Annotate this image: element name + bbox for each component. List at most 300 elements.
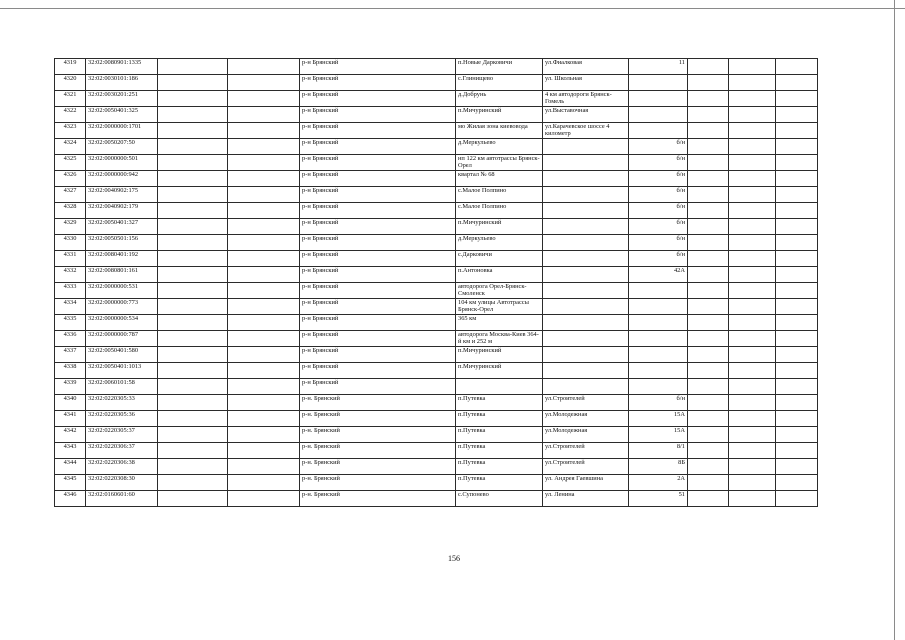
cadastral-number-cell: 32:02:0050401:325 [86, 107, 158, 123]
district-cell: р-н Брянский [300, 283, 456, 299]
street-cell [543, 267, 629, 283]
empty-cell [729, 219, 776, 235]
house-number-cell: 51 [629, 491, 688, 507]
cadastral-number-cell: 32:02:0050207:50 [86, 139, 158, 155]
empty-cell [729, 315, 776, 331]
row-number-cell: 4336 [55, 331, 86, 347]
empty-cell [729, 411, 776, 427]
empty-cell [776, 299, 818, 315]
empty-cell [776, 75, 818, 91]
cadastral-number-cell: 32:02:0000000:531 [86, 283, 158, 299]
empty-cell [776, 459, 818, 475]
table-row [55, 379, 818, 395]
street-cell: ул.Фиалковая [543, 59, 629, 75]
empty-cell [228, 283, 300, 299]
street-cell: ул.Молодежная [543, 411, 629, 427]
table-row [55, 203, 818, 219]
locality-cell: автодорога Москва-Киев 364-й км и 252 м [456, 331, 543, 347]
district-cell: р-н. Брянский [300, 443, 456, 459]
empty-cell [729, 251, 776, 267]
empty-cell [158, 379, 228, 395]
table-row [55, 219, 818, 235]
empty-cell [729, 427, 776, 443]
empty-cell [228, 203, 300, 219]
empty-cell [729, 267, 776, 283]
empty-cell [729, 203, 776, 219]
row-number-cell: 4341 [55, 411, 86, 427]
street-cell: ул.Строителей [543, 443, 629, 459]
table-row [55, 155, 818, 171]
locality-cell: нп 122 км автотрассы Брянск-Орел [456, 155, 543, 171]
street-cell [543, 299, 629, 315]
empty-cell [228, 347, 300, 363]
district-cell: р-н Брянский [300, 107, 456, 123]
row-number-cell: 4340 [55, 395, 86, 411]
empty-cell [729, 155, 776, 171]
house-number-cell: б/н [629, 139, 688, 155]
row-number-cell: 4332 [55, 267, 86, 283]
locality-cell: д.Меркульево [456, 139, 543, 155]
cadastral-number-cell: 32:02:0000000:787 [86, 331, 158, 347]
locality-cell: д.Добрунь [456, 91, 543, 107]
empty-cell [729, 459, 776, 475]
house-number-cell [629, 283, 688, 299]
empty-cell [158, 331, 228, 347]
locality-cell: п.Путевка [456, 475, 543, 491]
row-number-cell: 4330 [55, 235, 86, 251]
empty-cell [688, 491, 729, 507]
district-cell: р-н Брянский [300, 155, 456, 171]
empty-cell [228, 139, 300, 155]
house-number-cell: 8Б [629, 459, 688, 475]
empty-cell [776, 251, 818, 267]
cadastral-number-cell: 32:02:0220305:33 [86, 395, 158, 411]
empty-cell [776, 203, 818, 219]
street-cell [543, 219, 629, 235]
cadastral-number-cell: 32:02:0050401:1013 [86, 363, 158, 379]
table-row [55, 315, 818, 331]
house-number-cell [629, 107, 688, 123]
table-row [55, 251, 818, 267]
empty-cell [688, 91, 729, 107]
cadastral-number-cell: 32:02:0040902:175 [86, 187, 158, 203]
empty-cell [729, 331, 776, 347]
street-cell [543, 331, 629, 347]
locality-cell: п.Путевка [456, 427, 543, 443]
empty-cell [158, 251, 228, 267]
empty-cell [688, 331, 729, 347]
table-row [55, 411, 818, 427]
street-cell: ул. Ленина [543, 491, 629, 507]
empty-cell [228, 155, 300, 171]
cadastral-number-cell: 32:02:0030101:186 [86, 75, 158, 91]
cadastral-number-cell: 32:02:0160601:60 [86, 491, 158, 507]
district-cell: р-н Брянский [300, 379, 456, 395]
district-cell: р-н Брянский [300, 251, 456, 267]
row-number-cell: 4333 [55, 283, 86, 299]
district-cell: р-н Брянский [300, 331, 456, 347]
empty-cell [228, 59, 300, 75]
house-number-cell [629, 315, 688, 331]
empty-cell [228, 267, 300, 283]
empty-cell [688, 203, 729, 219]
empty-cell [228, 331, 300, 347]
empty-cell [729, 363, 776, 379]
empty-cell [776, 283, 818, 299]
empty-cell [228, 91, 300, 107]
empty-cell [688, 123, 729, 139]
empty-cell [228, 491, 300, 507]
empty-cell [688, 395, 729, 411]
empty-cell [688, 315, 729, 331]
table-row [55, 75, 818, 91]
row-number-cell: 4344 [55, 459, 86, 475]
cadastral-number-cell: 32:02:0050501:156 [86, 235, 158, 251]
empty-cell [729, 443, 776, 459]
cadastral-number-cell: 32:02:0220305:37 [86, 427, 158, 443]
district-cell: р-н Брянский [300, 139, 456, 155]
empty-cell [688, 187, 729, 203]
empty-cell [158, 123, 228, 139]
district-cell: р-н Брянский [300, 187, 456, 203]
table-row [55, 107, 818, 123]
empty-cell [158, 491, 228, 507]
district-cell: р-н Брянский [300, 171, 456, 187]
row-number-cell: 4345 [55, 475, 86, 491]
empty-cell [228, 395, 300, 411]
empty-cell [158, 139, 228, 155]
street-cell [543, 187, 629, 203]
empty-cell [228, 219, 300, 235]
locality-cell: п.Мичуринский [456, 363, 543, 379]
cadastral-number-cell: 32:02:0080401:192 [86, 251, 158, 267]
empty-cell [158, 363, 228, 379]
empty-cell [729, 283, 776, 299]
locality-cell: мо Жилая зона киевовода [456, 123, 543, 139]
row-number-cell: 4343 [55, 443, 86, 459]
empty-cell [688, 475, 729, 491]
locality-cell: п.Путевка [456, 411, 543, 427]
empty-cell [688, 347, 729, 363]
empty-cell [729, 91, 776, 107]
empty-cell [729, 139, 776, 155]
table-row [55, 187, 818, 203]
empty-cell [729, 59, 776, 75]
locality-cell: автодорога Орел-Брянск-Смоленск [456, 283, 543, 299]
row-number-cell: 4326 [55, 171, 86, 187]
house-number-cell: б/н [629, 395, 688, 411]
empty-cell [776, 107, 818, 123]
empty-cell [729, 235, 776, 251]
house-number-cell: 11 [629, 59, 688, 75]
empty-cell [158, 299, 228, 315]
locality-cell: д.Меркульево [456, 235, 543, 251]
table-row [55, 491, 818, 507]
table-body [55, 59, 818, 507]
cadastral-number-cell: 32:02:0220306:38 [86, 459, 158, 475]
row-number-cell: 4322 [55, 107, 86, 123]
empty-cell [688, 251, 729, 267]
row-number-cell: 4331 [55, 251, 86, 267]
empty-cell [776, 155, 818, 171]
district-cell: р-н Брянский [300, 315, 456, 331]
property-register-table [54, 58, 818, 507]
house-number-cell [629, 363, 688, 379]
house-number-cell: 42А [629, 267, 688, 283]
street-cell: ул.Строителей [543, 395, 629, 411]
row-number-cell: 4324 [55, 139, 86, 155]
street-cell [543, 363, 629, 379]
house-number-cell: б/н [629, 187, 688, 203]
empty-cell [688, 171, 729, 187]
district-cell: р-н Брянский [300, 363, 456, 379]
empty-cell [688, 283, 729, 299]
empty-cell [776, 347, 818, 363]
empty-cell [158, 443, 228, 459]
table-row [55, 475, 818, 491]
locality-cell [456, 379, 543, 395]
street-cell: ул. Андрея Гаевшина [543, 475, 629, 491]
empty-cell [776, 395, 818, 411]
house-number-cell: б/н [629, 251, 688, 267]
empty-cell [158, 75, 228, 91]
district-cell: р-н Брянский [300, 347, 456, 363]
street-cell: 4 км автодороги Брянск-Гомель [543, 91, 629, 107]
empty-cell [776, 379, 818, 395]
house-number-cell: б/н [629, 235, 688, 251]
empty-cell [158, 107, 228, 123]
street-cell: ул. Школьная [543, 75, 629, 91]
locality-cell: п.Мичуринский [456, 219, 543, 235]
district-cell: р-н Брянский [300, 235, 456, 251]
empty-cell [776, 491, 818, 507]
empty-cell [228, 379, 300, 395]
table-row [55, 331, 818, 347]
empty-cell [228, 299, 300, 315]
empty-cell [228, 427, 300, 443]
empty-cell [228, 411, 300, 427]
table-row [55, 347, 818, 363]
row-number-cell: 4342 [55, 427, 86, 443]
district-cell: р-н. Брянский [300, 459, 456, 475]
table-row [55, 267, 818, 283]
empty-cell [776, 91, 818, 107]
empty-cell [776, 171, 818, 187]
cadastral-number-cell: 32:02:0040902:179 [86, 203, 158, 219]
row-number-cell: 4321 [55, 91, 86, 107]
empty-cell [228, 251, 300, 267]
empty-cell [688, 299, 729, 315]
empty-cell [158, 267, 228, 283]
street-cell [543, 235, 629, 251]
table-row [55, 123, 818, 139]
locality-cell: 104 км улицы Автотрассы Брянск-Орел [456, 299, 543, 315]
row-number-cell: 4334 [55, 299, 86, 315]
empty-cell [158, 283, 228, 299]
empty-cell [688, 443, 729, 459]
cadastral-number-cell: 32:02:0080901:1335 [86, 59, 158, 75]
locality-cell: п.Путевка [456, 459, 543, 475]
empty-cell [228, 75, 300, 91]
district-cell: р-н. Брянский [300, 475, 456, 491]
empty-cell [688, 411, 729, 427]
row-number-cell: 4335 [55, 315, 86, 331]
table-row [55, 283, 818, 299]
street-cell [543, 315, 629, 331]
house-number-cell: 15А [629, 411, 688, 427]
empty-cell [776, 123, 818, 139]
empty-cell [228, 187, 300, 203]
house-number-cell: б/н [629, 155, 688, 171]
district-cell: р-н. Брянский [300, 427, 456, 443]
empty-cell [228, 443, 300, 459]
empty-cell [776, 411, 818, 427]
empty-cell [158, 235, 228, 251]
locality-cell: п.Путевка [456, 395, 543, 411]
cadastral-number-cell: 32:02:0000000:501 [86, 155, 158, 171]
street-cell [543, 379, 629, 395]
house-number-cell: б/н [629, 219, 688, 235]
empty-cell [729, 475, 776, 491]
table-row [55, 139, 818, 155]
empty-cell [228, 123, 300, 139]
cadastral-number-cell: 32:02:0030201:251 [86, 91, 158, 107]
district-cell: р-н. Брянский [300, 411, 456, 427]
street-cell: ул.Молодежная [543, 427, 629, 443]
street-cell [543, 283, 629, 299]
empty-cell [776, 59, 818, 75]
street-cell: ул.Карачевское шоссе 4 километр [543, 123, 629, 139]
row-number-cell: 4337 [55, 347, 86, 363]
empty-cell [688, 235, 729, 251]
house-number-cell [629, 331, 688, 347]
empty-cell [776, 235, 818, 251]
cadastral-number-cell: 32:02:0080801:161 [86, 267, 158, 283]
empty-cell [776, 315, 818, 331]
house-number-cell [629, 91, 688, 107]
district-cell: р-н Брянский [300, 123, 456, 139]
empty-cell [688, 219, 729, 235]
street-cell [543, 347, 629, 363]
empty-cell [688, 427, 729, 443]
district-cell: р-н. Брянский [300, 395, 456, 411]
cadastral-number-cell: 32:02:0000000:1701 [86, 123, 158, 139]
empty-cell [688, 107, 729, 123]
empty-cell [729, 187, 776, 203]
cadastral-number-cell: 32:02:0060101:58 [86, 379, 158, 395]
locality-cell: п.Новые Дарковичи [456, 59, 543, 75]
table-row [55, 171, 818, 187]
empty-cell [158, 219, 228, 235]
empty-cell [729, 107, 776, 123]
district-cell: р-н Брянский [300, 59, 456, 75]
row-number-cell: 4328 [55, 203, 86, 219]
district-cell: р-н Брянский [300, 299, 456, 315]
empty-cell [729, 491, 776, 507]
empty-cell [158, 187, 228, 203]
row-number-cell: 4329 [55, 219, 86, 235]
empty-cell [158, 395, 228, 411]
empty-cell [158, 427, 228, 443]
house-number-cell: б/н [629, 203, 688, 219]
locality-cell: п.Мичуринский [456, 347, 543, 363]
locality-cell: п.Путевка [456, 443, 543, 459]
table-row [55, 459, 818, 475]
empty-cell [158, 347, 228, 363]
empty-cell [776, 363, 818, 379]
empty-cell [688, 459, 729, 475]
empty-cell [158, 459, 228, 475]
table-row [55, 59, 818, 75]
cadastral-number-cell: 32:02:0220306:37 [86, 443, 158, 459]
page-number: 156 [448, 554, 460, 563]
empty-cell [729, 299, 776, 315]
district-cell: р-н. Брянский [300, 491, 456, 507]
row-number-cell: 4323 [55, 123, 86, 139]
house-number-cell [629, 299, 688, 315]
street-cell: ул.Строителей [543, 459, 629, 475]
cadastral-number-cell: 32:02:0220305:36 [86, 411, 158, 427]
empty-cell [729, 379, 776, 395]
district-cell: р-н Брянский [300, 75, 456, 91]
row-number-cell: 4346 [55, 491, 86, 507]
row-number-cell: 4325 [55, 155, 86, 171]
empty-cell [776, 267, 818, 283]
house-number-cell [629, 123, 688, 139]
empty-cell [776, 443, 818, 459]
empty-cell [158, 155, 228, 171]
empty-cell [228, 459, 300, 475]
empty-cell [776, 139, 818, 155]
street-cell: ул.Выставочная [543, 107, 629, 123]
row-number-cell: 4339 [55, 379, 86, 395]
empty-cell [158, 315, 228, 331]
table-row [55, 427, 818, 443]
empty-cell [158, 59, 228, 75]
empty-cell [688, 59, 729, 75]
house-number-cell: 2А [629, 475, 688, 491]
row-number-cell: 4338 [55, 363, 86, 379]
locality-cell: с.Глинищево [456, 75, 543, 91]
locality-cell: с.Дарковичи [456, 251, 543, 267]
empty-cell [729, 171, 776, 187]
empty-cell [158, 475, 228, 491]
empty-cell [729, 395, 776, 411]
district-cell: р-н Брянский [300, 267, 456, 283]
cadastral-number-cell: 32:02:0050401:327 [86, 219, 158, 235]
cadastral-number-cell: 32:02:0000000:534 [86, 315, 158, 331]
cadastral-number-cell: 32:02:0000000:773 [86, 299, 158, 315]
street-cell [543, 155, 629, 171]
district-cell: р-н Брянский [300, 219, 456, 235]
empty-cell [688, 139, 729, 155]
house-number-cell [629, 379, 688, 395]
empty-cell [688, 75, 729, 91]
locality-cell: с.Супонево [456, 491, 543, 507]
street-cell [543, 139, 629, 155]
locality-cell: п.Антоновка [456, 267, 543, 283]
empty-cell [158, 411, 228, 427]
empty-cell [228, 363, 300, 379]
empty-cell [158, 171, 228, 187]
empty-cell [228, 315, 300, 331]
empty-cell [228, 107, 300, 123]
empty-cell [158, 91, 228, 107]
empty-cell [776, 219, 818, 235]
cadastral-number-cell: 32:02:0050401:580 [86, 347, 158, 363]
page-right-border [894, 0, 895, 640]
table-row [55, 363, 818, 379]
